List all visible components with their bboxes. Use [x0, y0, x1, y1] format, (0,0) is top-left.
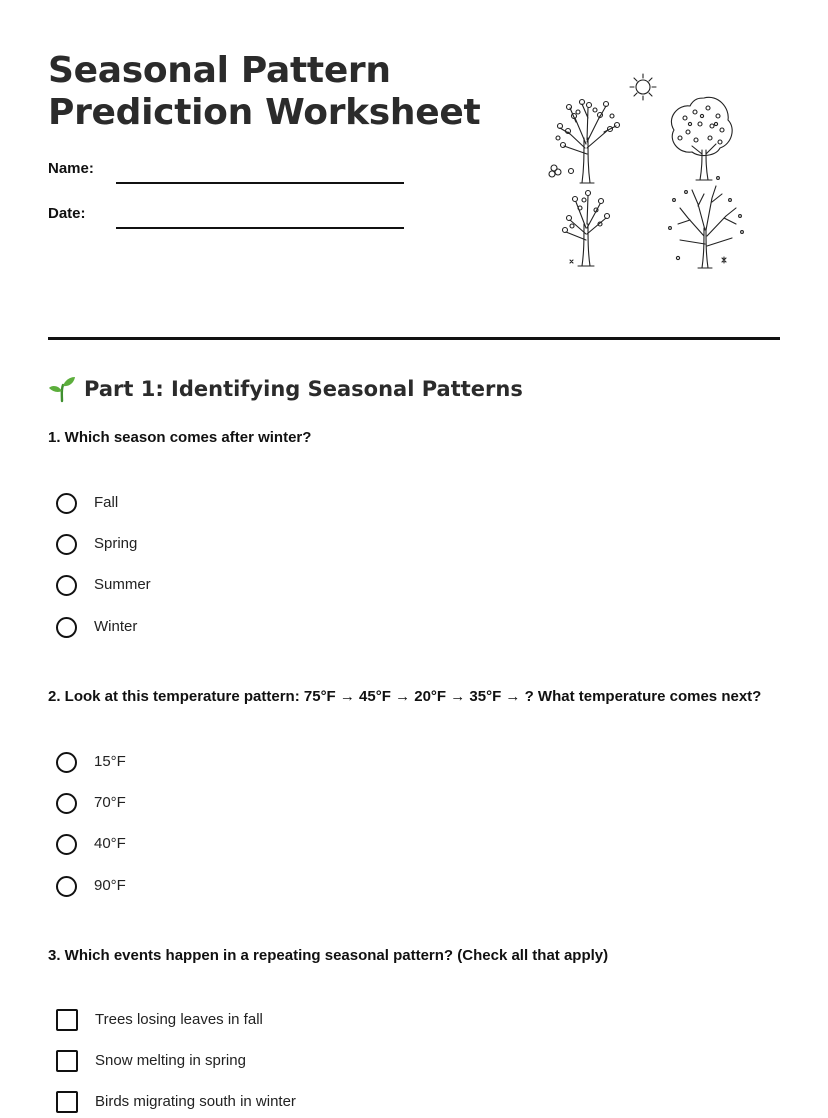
fall-tree-icon	[563, 191, 610, 267]
name-field[interactable]	[48, 160, 408, 190]
question-2: 2. Look at this temperature pattern: 75°F → 45°F → 20°F → 35°F → ? What temperature comes next?	[48, 688, 762, 705]
name-line[interactable]	[116, 182, 404, 184]
option-label: Fall	[94, 494, 119, 511]
radio-button[interactable]	[56, 493, 77, 514]
q2-option-15f[interactable]	[56, 749, 126, 775]
checkbox[interactable]	[56, 1091, 78, 1113]
name-label: Name:	[48, 160, 94, 177]
page-title	[48, 50, 480, 134]
radio-button[interactable]	[56, 575, 77, 596]
checkbox[interactable]	[56, 1009, 78, 1031]
radio-button[interactable]	[56, 876, 77, 897]
radio-button[interactable]	[56, 534, 77, 555]
q1-option-winter[interactable]	[56, 614, 137, 640]
option-label: 40°F	[94, 835, 126, 852]
q1-option-fall[interactable]	[56, 490, 118, 516]
q3-option-snow[interactable]	[56, 1048, 246, 1074]
radio-button[interactable]	[56, 834, 77, 855]
date-line[interactable]	[116, 227, 404, 229]
option-label: 90°F	[94, 877, 126, 894]
part-1-heading	[48, 374, 523, 404]
q2-option-70f[interactable]	[56, 790, 126, 816]
question-1: 1. Which season comes after winter?	[48, 429, 312, 446]
radio-button[interactable]	[56, 793, 77, 814]
four-season-trees-icon	[540, 68, 755, 273]
q1-option-summer[interactable]	[56, 572, 151, 598]
option-label: Birds migrating south in winter	[95, 1093, 296, 1110]
date-label: Date:	[48, 205, 86, 222]
date-field[interactable]	[48, 205, 408, 235]
q3-option-birds[interactable]	[56, 1089, 296, 1115]
winter-tree-icon	[669, 177, 744, 268]
q2-option-40f[interactable]	[56, 831, 126, 857]
section-divider	[48, 337, 780, 340]
radio-button[interactable]	[56, 752, 77, 773]
option-label: 70°F	[94, 794, 126, 811]
checkbox[interactable]	[56, 1050, 78, 1072]
option-label: Snow melting in spring	[95, 1052, 246, 1069]
radio-button[interactable]	[56, 617, 77, 638]
part-1-title: Part 1: Identifying Seasonal Patterns	[84, 377, 523, 401]
title-line-2: Prediction Worksheet	[48, 92, 481, 133]
sprout-icon	[48, 375, 76, 403]
summer-tree-icon	[671, 97, 732, 180]
question-3: 3. Which events happen in a repeating seasonal pattern? (Check all that apply)	[48, 947, 609, 964]
q2-option-90f[interactable]	[56, 873, 126, 899]
option-label: Winter	[94, 618, 138, 635]
q1-option-spring[interactable]	[56, 531, 137, 557]
option-label: Trees losing leaves in fall	[95, 1011, 263, 1028]
sun-icon	[630, 74, 656, 100]
title-line-1: Seasonal Pattern	[48, 50, 391, 91]
q3-option-trees[interactable]	[56, 1007, 263, 1033]
option-label: Summer	[94, 576, 151, 593]
option-label: Spring	[94, 535, 138, 552]
spring-tree-icon	[549, 100, 620, 184]
option-label: 15°F	[94, 753, 126, 770]
